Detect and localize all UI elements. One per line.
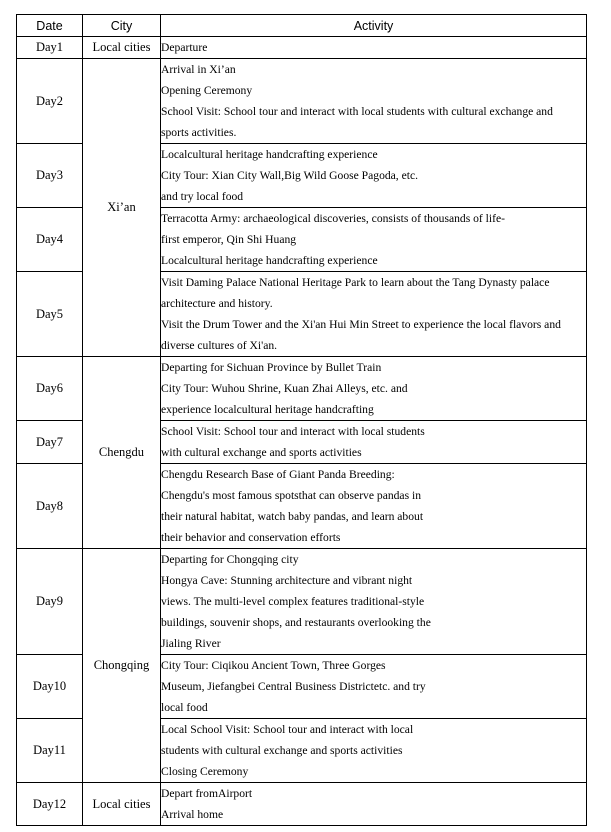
date-cell: Day7 [17,421,83,464]
table-row [17,37,587,59]
activity-line: experience localcultural heritage handcrafting [161,403,374,416]
activity-line: City Tour: Ciqikou Ancient Town, Three Gorges [161,659,386,672]
activity-cell [161,357,587,421]
activity-line: Visit the Drum Tower and the Xi'an Hui Min Street to experience the local flavors and [161,318,561,331]
date-cell: Day11 [17,719,83,783]
activity-line: Localcultural heritage handcrafting experience [161,254,378,267]
activity-line: Departure [161,41,208,54]
activity-line: Localcultural heritage handcrafting experience [161,148,378,161]
activity-line: Visit Daming Palace National Heritage Park to learn about the Tang Dynasty palace [161,276,550,289]
date-cell: Day8 [17,464,83,549]
activity-line: architecture and history. [161,297,273,310]
activity-cell [161,37,587,59]
activity-cell [161,59,587,144]
activity-cell [161,272,587,357]
activity-line: Arrival in Xi’an [161,63,236,76]
city-cell: Local cities [83,37,161,59]
activity-line: School Visit: School tour and interact with local students [161,425,425,438]
activity-line: Local School Visit: School tour and interact with local [161,723,414,736]
activity-line: their natural habitat, watch baby pandas, and learn about [161,510,424,523]
activity-line: Arrival home [161,808,224,821]
activity-line: local food [161,701,208,714]
activity-cell [161,208,587,272]
activity-line: City Tour: Xian City Wall,Big Wild Goose Pagoda, etc. [161,169,419,182]
header-row [17,15,587,37]
date-cell: Day9 [17,549,83,655]
city-cell: Chongqing [83,549,161,783]
date-cell: Day12 [17,783,83,826]
activity-line: and try local food [161,190,244,203]
activity-cell [161,421,587,464]
activity-line: School Visit: School tour and interact with local students with cultural exchange and [161,105,553,118]
activity-cell [161,464,587,549]
activity-line: Hongya Cave: Stunning architecture and vibrant night [161,574,413,587]
activity-line: Opening Ceremony [161,84,253,97]
date-cell: Day4 [17,208,83,272]
activity-cell [161,783,587,826]
activity-line: Museum, Jiefangbei Central Business Districtetc. and try [161,680,426,693]
activity-line: first emperor, Qin Shi Huang [161,233,297,246]
activity-line: students with cultural exchange and sports activities [161,744,403,757]
activity-line: City Tour: Wuhou Shrine, Kuan Zhai Alleys, etc. and [161,382,408,395]
city-column-header: City [83,15,161,37]
city-cell: Local cities [83,783,161,826]
activity-line: Depart fromAirport [161,787,253,800]
table-row [17,357,587,421]
date-cell: Day2 [17,59,83,144]
activity-line: Chengdu Research Base of Giant Panda Breeding: [161,468,395,481]
activity-line: Jialing River [161,637,221,650]
activity-line: Closing Ceremony [161,765,249,778]
activity-line: Chengdu's most famous spotsthat can observe pandas in [161,489,422,502]
itinerary-table [16,14,587,826]
activity-column-header: Activity [161,15,587,37]
date-cell: Day1 [17,37,83,59]
date-column-header: Date [17,15,83,37]
date-cell: Day5 [17,272,83,357]
activity-cell [161,549,587,655]
activity-line: with cultural exchange and sports activities [161,446,362,459]
activity-line: Departing for Chongqing city [161,553,299,566]
table-row [17,549,587,655]
date-cell: Day3 [17,144,83,208]
activity-cell [161,719,587,783]
activity-line: Terracotta Army: archaeological discoveries, consists of thousands of life- [161,212,505,225]
activity-cell [161,655,587,719]
activity-line: sports activities. [161,126,237,139]
date-cell: Day10 [17,655,83,719]
table-row [17,59,587,144]
activity-line: diverse cultures of Xi'an. [161,339,278,352]
activity-line: their behavior and conservation efforts [161,531,341,544]
activity-line: Departing for Sichuan Province by Bullet Train [161,361,382,374]
activity-line: views. The multi-level complex features traditional-style [161,595,425,608]
city-cell: Chengdu [83,357,161,549]
city-cell: Xi’an [83,59,161,357]
table-row [17,783,587,826]
activity-line: buildings, souvenir shops, and restaurants overlooking the [161,616,431,629]
date-cell: Day6 [17,357,83,421]
activity-cell [161,144,587,208]
